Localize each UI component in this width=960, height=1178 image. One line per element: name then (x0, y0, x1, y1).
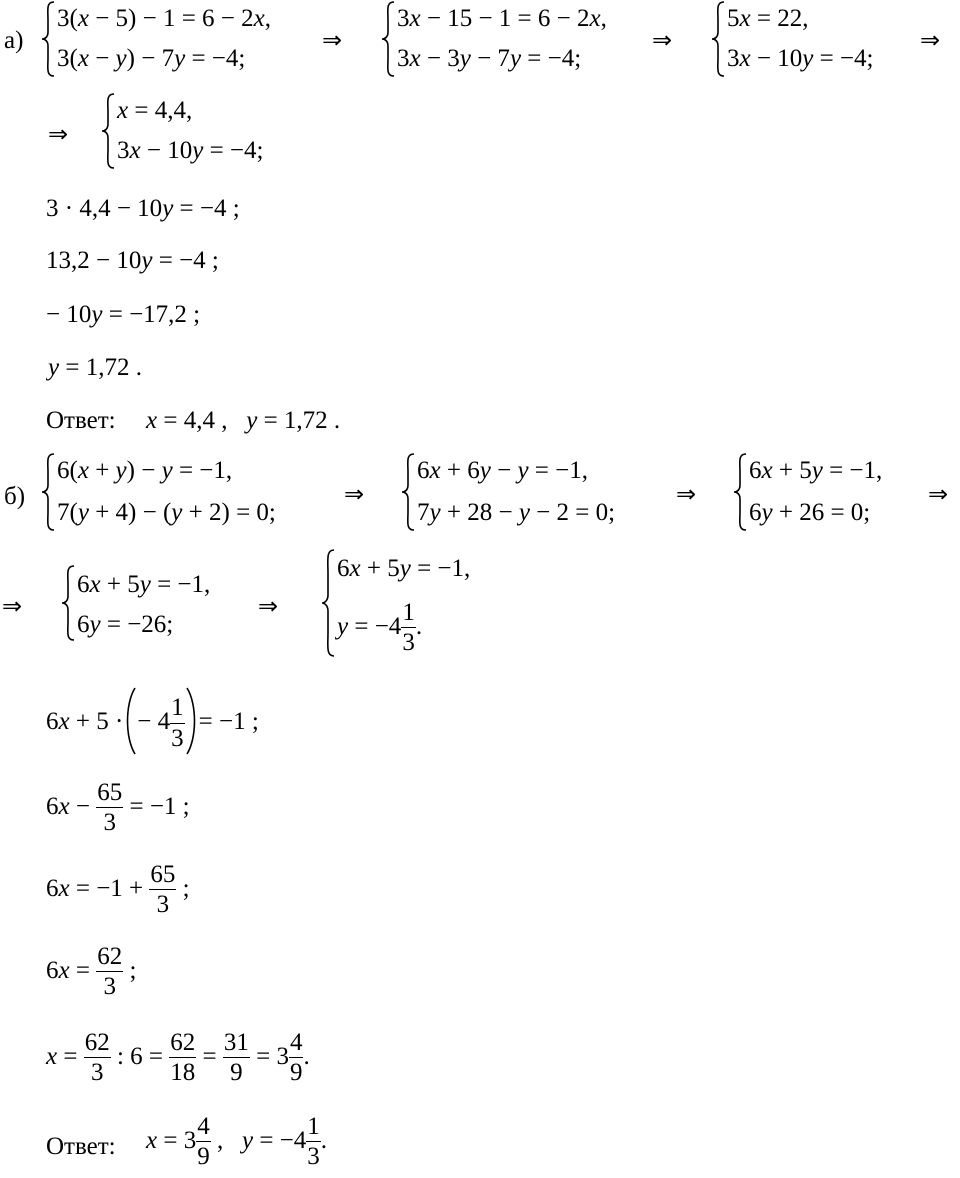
implies-arrow: ⇒ (652, 26, 673, 54)
fraction: $\frac{65}{3}$ (150, 861, 176, 919)
equation: 6x + 5y = −1, (749, 457, 883, 484)
implies-arrow: ⇒ (920, 26, 941, 54)
equation: 6(x + y) − y = −1, (57, 457, 233, 484)
brace-icon (60, 564, 76, 642)
brace-icon (40, 452, 56, 532)
brace-icon (710, 0, 726, 78)
paren-right (185, 686, 199, 761)
part-b-system-1 (40, 452, 340, 536)
part-a-system-4 (100, 92, 320, 172)
part-b-label: б) (4, 483, 26, 510)
solution-step: y = 1,72 . (48, 354, 142, 381)
equation: 7y + 28 − y − 2 = 0; (417, 499, 616, 526)
part-b-system-5 (320, 548, 520, 660)
implies-arrow: ⇒ (676, 480, 697, 508)
brace-icon (732, 452, 748, 532)
fraction: $\frac{31}{9}$ (223, 1029, 249, 1087)
answer-label: Ответ: (46, 407, 116, 434)
solution-step: x = $\frac{62}{3}$ : 6 = $\frac{62}{18}$ = $\frac{31}{9}$ = 3 $\frac{4}{9}$ . (46, 1029, 310, 1087)
answer-value: x = 3 $\frac{4}{9}$ , y = −4 $\frac{1}{3}$ . (146, 1113, 328, 1171)
part-a-system-3 (710, 0, 910, 80)
implies-arrow: ⇒ (2, 592, 23, 620)
solution-step: 6x = $\frac{62}{3}$ ; (46, 943, 137, 1001)
equation: 3x − 15 − 1 = 6 − 2x, (397, 5, 607, 32)
part-b-system-2 (400, 452, 660, 536)
equation: 6y = −26; (77, 611, 174, 638)
fraction: $\frac{4}{9}$ (289, 1029, 303, 1087)
equation: 6x + 5y = −1, (337, 555, 471, 582)
equation: 3(x − y) − 7y = −4; (57, 45, 246, 72)
equation: 5x = 22, (727, 5, 809, 32)
solution-step: − 10y = −17,2 ; (46, 301, 201, 328)
implies-arrow: ⇒ (928, 480, 949, 508)
fraction: $\frac{65}{3}$ (97, 779, 123, 837)
brace-icon (40, 0, 56, 78)
equation: 3x − 10y = −4; (117, 137, 264, 164)
fraction: $\frac{1}{3}$ (171, 694, 184, 752)
answer-label: Ответ: (46, 1133, 116, 1160)
part-a-system-1 (40, 0, 320, 80)
part-a-system-2 (380, 0, 640, 80)
solution-step: 6x = −1 + $\frac{65}{3}$ ; (46, 861, 190, 919)
equation: 3x − 10y = −4; (727, 45, 874, 72)
equation: 6y + 26 = 0; (749, 499, 871, 526)
part-a-label: а) (4, 27, 24, 54)
part-b-system-4 (60, 564, 250, 644)
implies-arrow: ⇒ (258, 592, 279, 620)
equation: 6x + 5y = −1, (77, 571, 211, 598)
brace-icon (100, 92, 116, 170)
implies-arrow: ⇒ (48, 120, 69, 148)
paren-left (123, 686, 137, 761)
equation: 7(y + 4) − (y + 2) = 0; (57, 499, 276, 526)
equation: y = −4 $\frac{1}{3}$ . (337, 599, 423, 657)
solution-step: 3 · 4,4 − 10y = −4 ; (46, 195, 240, 222)
solution-step: 6x − $\frac{65}{3}$ = −1 ; (46, 779, 190, 837)
implies-arrow: ⇒ (322, 26, 343, 54)
answer-value: x = 4,4 , y = 1,72 . (146, 407, 341, 434)
equation: 3x − 3y − 7y = −4; (397, 45, 582, 72)
fraction: $\frac{62}{3}$ (84, 1029, 110, 1087)
fraction: $\frac{62}{18}$ (170, 1029, 196, 1087)
brace-icon (320, 548, 336, 658)
fraction: $\frac{62}{3}$ (97, 943, 123, 1001)
fraction: $\frac{4}{9}$ (197, 1113, 210, 1171)
brace-icon (400, 452, 416, 532)
fraction: $\frac{1}{3}$ (307, 1113, 320, 1171)
solution-step: 6x + 5 · − 4 $\frac{1}{3}$ = −1 ; (46, 686, 259, 761)
equation: x = 4,4, (117, 97, 193, 124)
implies-arrow: ⇒ (344, 480, 365, 508)
solution-step: 13,2 − 10y = −4 ; (46, 247, 219, 274)
part-b-system-3 (732, 452, 922, 536)
fraction: $\frac{1}{3}$ (402, 599, 415, 657)
brace-icon (380, 0, 396, 78)
equation: 6x + 6y − y = −1, (417, 457, 588, 484)
equation: 3(x − 5) − 1 = 6 − 2x, (57, 5, 272, 32)
